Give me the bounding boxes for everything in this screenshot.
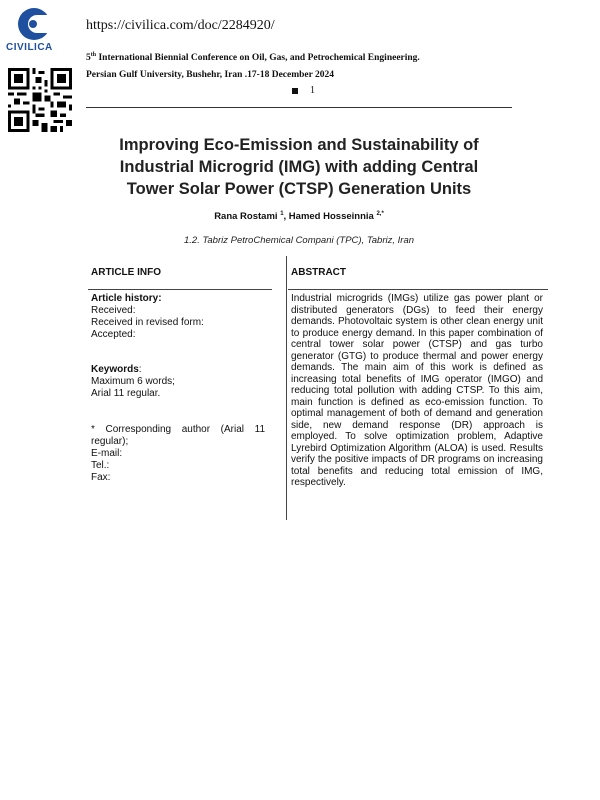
revised-label: Received in revised form:	[91, 317, 204, 328]
paper-title-line: Industrial Microgrid (IMG) with adding Central	[119, 158, 479, 176]
keywords-line: Arial 11 regular.	[91, 388, 161, 399]
header-divider	[86, 107, 512, 108]
logo-text: CIVILICA	[6, 42, 53, 53]
document-url[interactable]: https://civilica.com/doc/2284920/	[86, 18, 275, 33]
affiliation: 1.2. Tabriz PetroChemical Compani (TPC), Tabriz, Iran	[183, 235, 415, 246]
article-info-divider	[88, 289, 272, 290]
corresponding-author-note: * Corresponding author (Arial 11 regular);	[91, 424, 265, 447]
paper-title	[86, 134, 512, 200]
abstract-text: Industrial microgrids (IMGs) utilize gas power plant or distributed generators (DGs) to feed their energy demands. Photovoltaic system is other clean energy unit to produce energy demand. In this paper combination of central tower solar power (CTSP) and gas turbo generator (GTG) to produce thermal and power energy demands. The main aim of this work is defined as increasing total benefits of IMG operator (IMGO) and reducing total pollution with adding CTSP. To this aim, main function is defined as eco-emission function. To optimal management of both of demand and generation side, new demand response (DR) approach is employed. To solve optimization problem, Adaptive Lyrebird Optimization Algorithm (ALOA) is used. Results verify the positive impacts of DR programs on increasing total benefits and reducing total emission of IMG, respectively.	[291, 293, 543, 488]
keywords-label: Keywords:	[91, 364, 142, 375]
qr-code-icon	[8, 68, 72, 132]
page-number: 1	[310, 85, 315, 96]
email-label: E-mail:	[91, 448, 123, 459]
conference-title: 5th International Biennial Conference on Oil, Gas, and Petrochemical Engineering.	[86, 52, 420, 64]
received-label: Received:	[91, 305, 136, 316]
article-history-label: Article history:	[91, 293, 162, 304]
authors: Rana Rostami $^1$, Hamed Hosseinnia $^{2,*}$	[214, 211, 384, 223]
conference-venue: Persian Gulf University, Bushehr, Iran .17-18 December 2024	[86, 70, 335, 80]
keywords-line: Maximum 6 words;	[91, 376, 175, 387]
article-info-heading: ARTICLE INFO	[91, 267, 161, 278]
abstract-heading: ABSTRACT	[291, 267, 346, 278]
bullet-square-icon	[292, 88, 298, 94]
fax-label: Fax:	[91, 472, 111, 483]
paper-title-line: Improving Eco-Emission and Sustainability of	[119, 136, 479, 154]
tel-label: Tel.:	[91, 460, 110, 471]
abstract-divider	[288, 289, 548, 290]
column-divider	[286, 256, 287, 520]
paper-title-line: Tower Solar Power (CTSP) Generation Units	[126, 180, 472, 198]
accepted-label: Accepted:	[91, 329, 136, 340]
